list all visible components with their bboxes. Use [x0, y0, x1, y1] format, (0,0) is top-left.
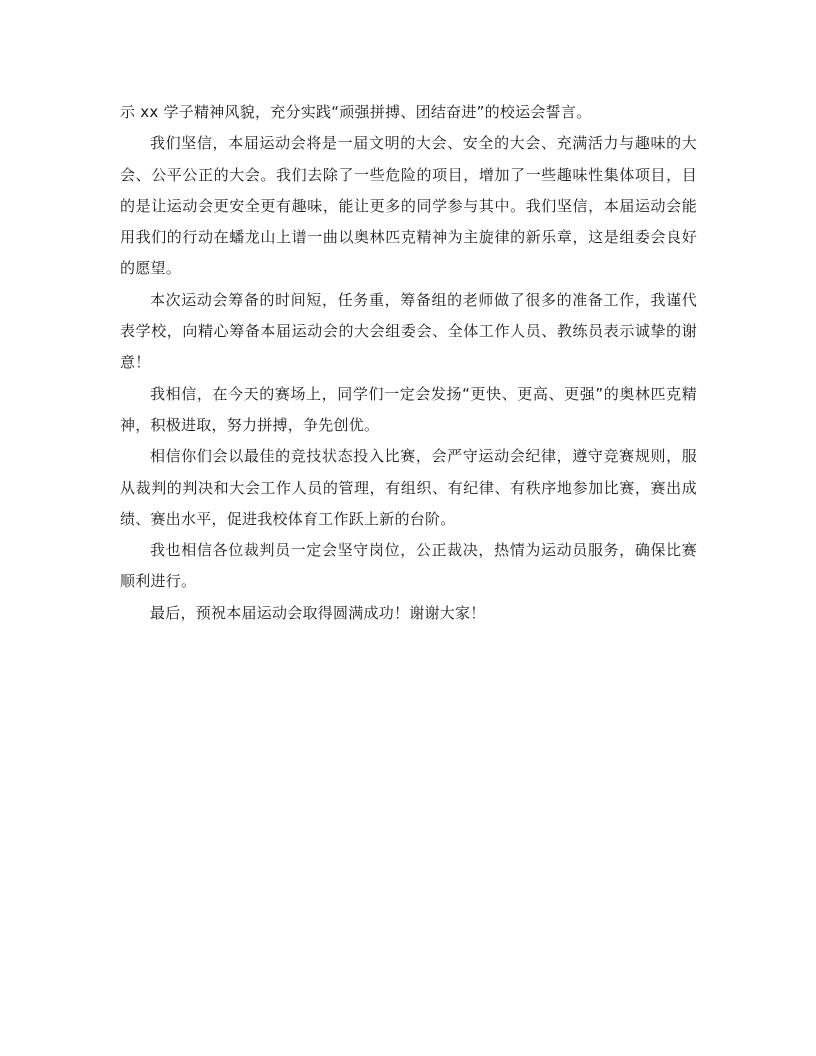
paragraph-referees: 我也相信各位裁判员一定会坚守岗位，公正裁决，热情为运动员服务，确保比赛顺利进行。 [120, 541, 697, 591]
document-body [120, 97, 697, 629]
paragraph-olympic-spirit: 我相信，在今天的赛场上，同学们一定会发扬“更快、更高、更强”的奥林匹克精神，积极进取，努力拼搏，争先创优。 [120, 384, 697, 434]
paragraph-closing: 最后，预祝本届运动会取得圆满成功！谢谢大家！ [150, 603, 486, 622]
paragraph-athletes: 相信你们会以最佳的竞技状态投入比赛，会严守运动会纪律，遵守竞赛规则，服从裁判的判决和大会工作人员的管理，有组织、有纪律、有秩序地参加比赛，赛出成绩、赛出水平，促进我校体育工作跃上新的台阶。 [120, 447, 697, 528]
paragraph-thanks: 本次运动会筹备的时间短，任务重，筹备组的老师做了很多的准备工作，我谨代表学校，向精心筹备本届运动会的大会组委会、全体工作人员、教练员表示诚挚的谢意！ [120, 290, 697, 372]
paragraph-belief: 我们坚信，本届运动会将是一届文明的大会、安全的大会、充满活力与趣味的大会、公平公正的大会。我们去除了一些危险的项目，增加了一些趣味性集体项目，目的是让运动会更安全更有趣味，能让更多的同学参与其中。我们坚信，本届运动会能用我们的行动在蟠龙山上谱一曲以奥林匹克精神为主旋律的新乐章，这是组委会良好的愿望。 [120, 134, 697, 278]
paragraph-continuation: 示 xx 学子精神风貌，充分实践“顽强拼搏、团结奋进”的校运会誓言。 [120, 103, 592, 121]
